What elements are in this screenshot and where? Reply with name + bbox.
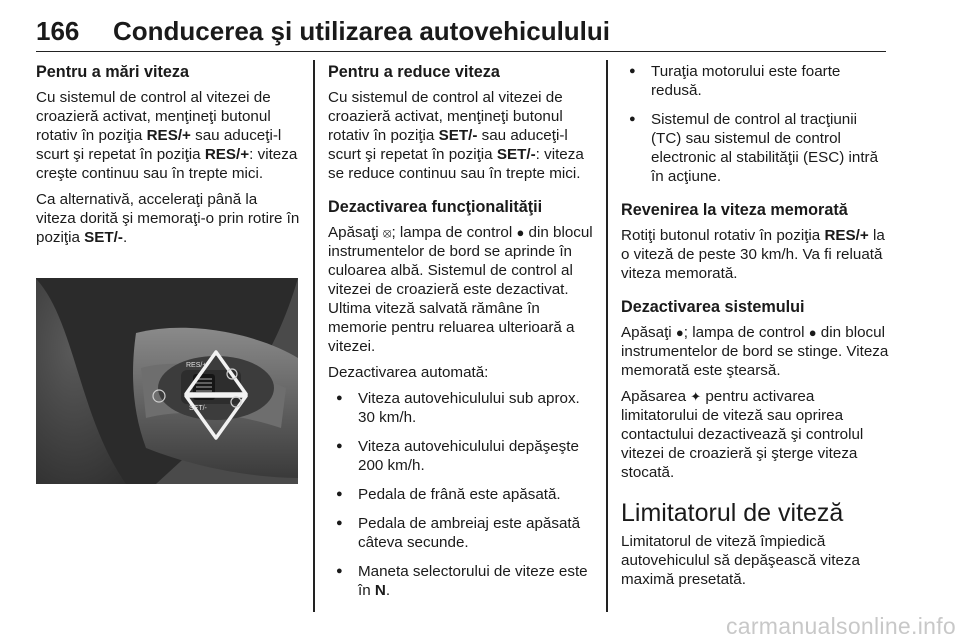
paragraph: Dezactivarea automată: [328, 364, 489, 381]
column-divider [313, 60, 315, 612]
svg-text:SET/-: SET/- [189, 405, 207, 412]
bullet-list [621, 62, 891, 186]
section-heading: Pentru a mări viteza [36, 63, 189, 81]
steering-wheel-photo [36, 278, 298, 484]
paragraph: Limitatorul de viteză împiedică autovehiculul să depăşească viteza maximă presetată. [621, 533, 860, 588]
column-2 [328, 62, 594, 610]
cruise-cancel-icon: ⦻ [382, 225, 392, 240]
paragraph: Ca alternativă, acceleraţi până la viteza dorită şi memoraţi-o prin rotire în poziţia SET/-. [36, 191, 300, 246]
list-item: ● Sistemul de control al tracţiunii (TC) sau sistemul de control electronic al stabilităţii (ESC) intră în acţiune. [621, 110, 891, 186]
cruise-control-icon: ● [808, 325, 817, 340]
paragraph: Cu sistemul de control al vitezei de croazieră activat, menţineţi butonul rotativ în poziţia RES/+ sau aduceţi-l scurt şi repetat în poziţia RES/+: viteza creşte continuu sau în trepte mici. [36, 89, 298, 182]
list-item: ● Pedala de ambreiaj este apăsată câteva secunde. [328, 514, 594, 552]
section-heading: Dezactivarea sistemului [621, 298, 805, 316]
page-header [36, 14, 886, 52]
list-item: ● Maneta selectorului de viteze este în N. [328, 562, 594, 600]
list-item: ● Viteza autovehiculului depăşeşte 200 km/h. [328, 437, 594, 475]
section-title: Limitatorul de viteză [621, 499, 844, 527]
paragraph: Apăsaţi ●; lampa de control ● din blocul instrumentelor de bord se stinge. Viteza memorată este ştearsă. [621, 324, 889, 379]
paragraph: Cu sistemul de control al vitezei de croazieră activat, menţineţi butonul rotativ în poziţia SET/- sau aduceţi-l scurt şi repetat în poziţia SET/-: viteza se reduce continuu sau în trepte mici. [328, 89, 584, 182]
column-1 [36, 62, 300, 254]
speed-limiter-icon: ✦ [690, 389, 702, 404]
list-item: ● Turaţia motorului este foarte redusă. [621, 62, 891, 100]
section-heading: Dezactivarea funcţionalităţii [328, 198, 543, 216]
cruise-control-icon: ● [675, 325, 684, 340]
column-divider [606, 60, 608, 612]
list-item: ● Pedala de frână este apăsată. [328, 485, 594, 504]
list-item: ● Viteza autovehiculului sub aprox. 30 km/h. [328, 389, 594, 427]
section-heading: Pentru a reduce viteza [328, 63, 500, 81]
paragraph: Rotiţi butonul rotativ în poziţia RES/+ la o viteză de peste 30 km/h. Va fi reluată viteza memorată. [621, 227, 885, 282]
page-number: 166 [36, 16, 80, 46]
cruise-control-icon: ● [516, 225, 525, 240]
paragraph: Apăsaţi ⦻; lampa de control ● din blocul instrumentelor de bord se aprinde în culoarea albă. Sistemul de control al vitezei de croazieră este dezactivat. Ultima viteză salvată rămâne în memorie pentru reluarea ulterioară a vitezei. [328, 224, 593, 355]
column-3 [621, 62, 891, 596]
paragraph: Apăsarea ✦ pentru activarea limitatorului de viteză sau oprirea contactului dezactivează şi controlul vitezei de croazieră şi şterge viteza stocată. [621, 388, 864, 481]
section-heading: Revenirea la viteza memorată [621, 201, 848, 219]
bullet-list [328, 389, 594, 600]
page-title: Conducerea şi utilizarea autovehiculului [113, 16, 611, 46]
svg-text:RES/+: RES/+ [186, 362, 207, 369]
watermark: carmanualsonline.info [725, 613, 956, 639]
